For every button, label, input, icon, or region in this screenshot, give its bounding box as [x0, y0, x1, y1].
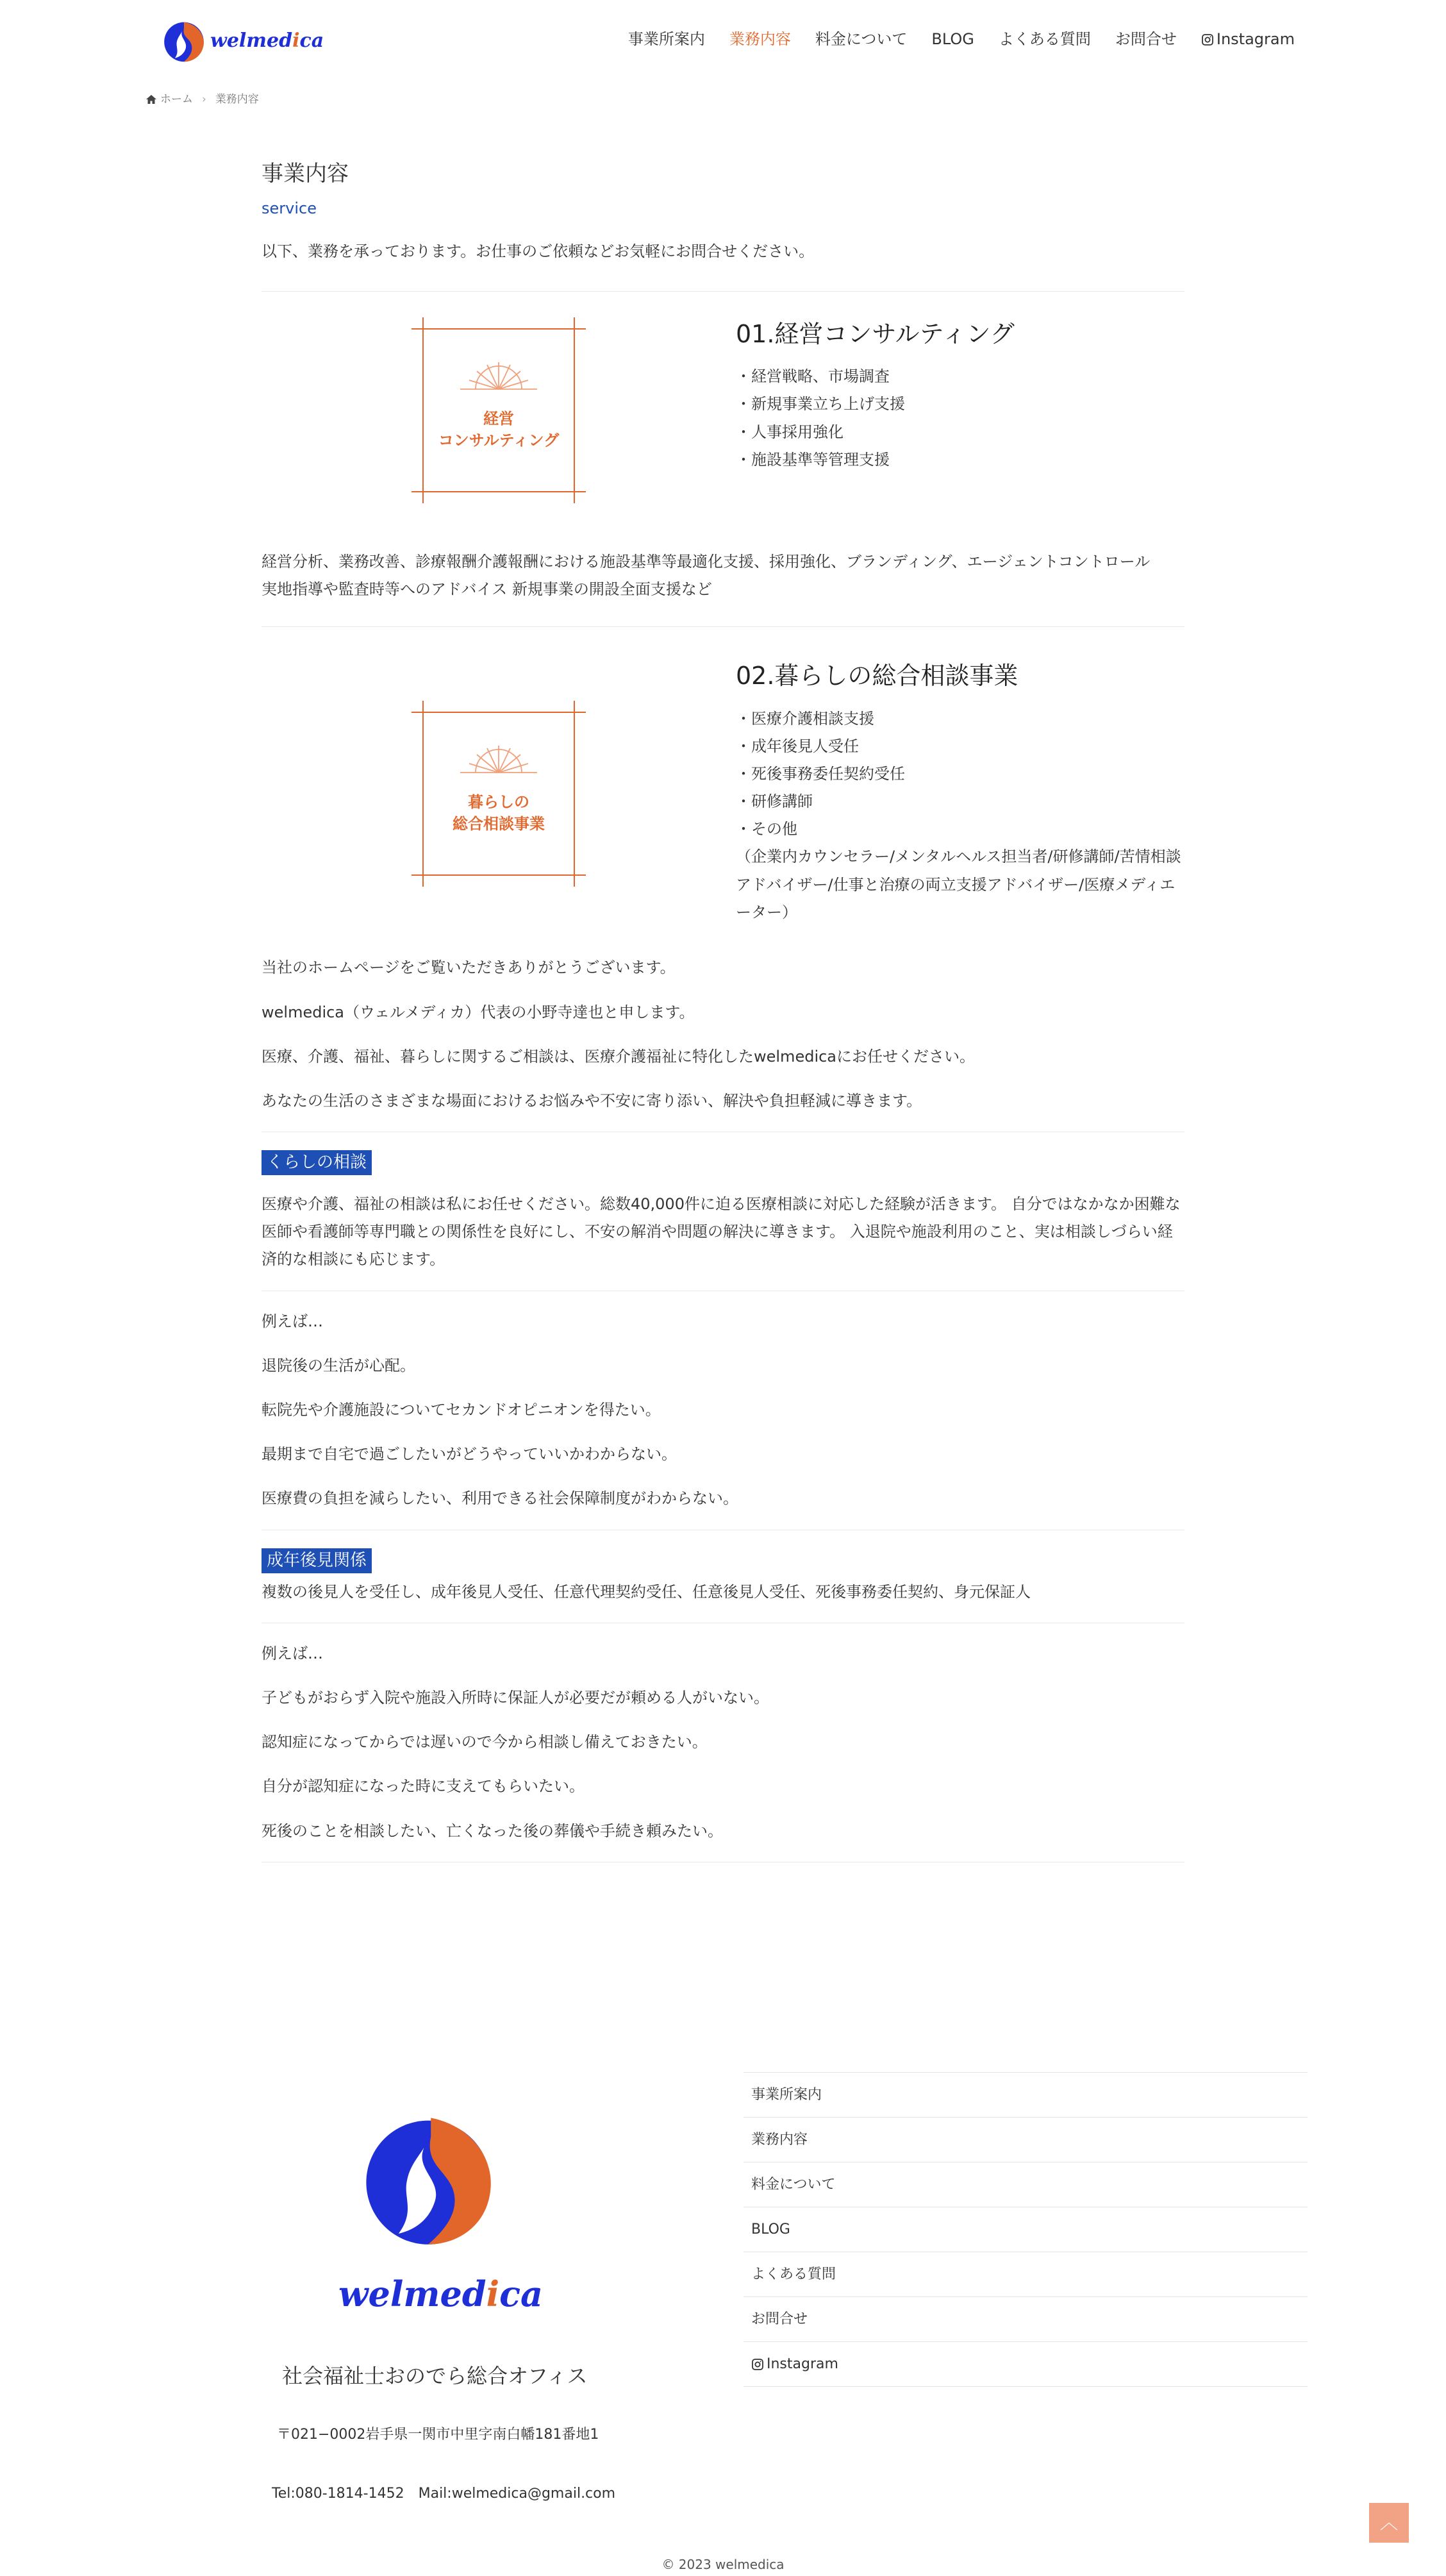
section-kurashi-text: 医療や介護、福祉の相談は私にお任せください。総数40,000件に迫る医療相談に対応した経験が活きます。 自分ではなかなか困難な医師や看護師等専門職との関係性を良好にし、不安の解消や問題の解決に導きます。 入退院や施設利用のこと、実は相談しづらい経済的な相談にも応じます。 — [262, 1195, 1181, 1269]
list-item: ・新規事業立ち上げ支援 — [736, 395, 905, 414]
footer-nav-instagram-label: Instagram — [767, 2355, 838, 2372]
service-consulting-info — [736, 317, 1184, 510]
nav-item-services[interactable]: 業務内容 — [729, 30, 791, 48]
main-content — [262, 159, 1184, 1862]
greeting-line: あなたの生活のさまざまな場面におけるお悩みや不安に寄り添い、解決や負担軽減に導きます。 — [262, 1091, 922, 1110]
service-life-consultation — [262, 659, 1184, 928]
nav-item-faq[interactable]: よくある質問 — [998, 30, 1091, 48]
footer-logo-wordmark: welmedica — [338, 2273, 543, 2315]
list-item: ・施設基準等管理支援 — [736, 450, 890, 469]
greeting-line: 医療、介護、福祉、暮らしに関するご相談は、医療介護福祉に特化したwelmedicaにお任せください。 — [262, 1047, 976, 1066]
breadcrumb-current: 業務内容 — [215, 93, 259, 106]
chevron-right-icon: › — [202, 93, 206, 106]
footer-contact: Tel:080-1814-1452 Mail:welmedica@gmail.com — [272, 2486, 616, 2502]
page-title: 事業内容 — [262, 161, 349, 187]
divider — [262, 626, 1184, 627]
list-item: ・その他 — [736, 820, 797, 839]
service-consulting-desc-line: 経営分析、業務改善、診療報酬介護報酬における施設基準等最適化支援、採用強化、ブランディング、エージェントコントロール — [262, 552, 1151, 571]
nav-item-pricing[interactable]: 料金について — [815, 30, 908, 48]
site-header — [0, 0, 1446, 83]
section-seinen — [262, 1547, 1184, 1845]
section-label-kurashi: くらしの相談 — [262, 1150, 372, 1175]
example-line: 退院後の生活が心配。 — [262, 1356, 415, 1375]
example-line: 認知症になってからでは遅いので今から相談し備えておきたい。 — [262, 1733, 708, 1752]
breadcrumb-home-label: ホーム — [160, 93, 193, 106]
service-consulting-title: 01.経営コンサルティング — [736, 319, 1015, 348]
service-consulting-image-text-2: コンサルティング — [438, 431, 560, 449]
list-item: ・成年後見人受任 — [736, 737, 859, 755]
logo-wordmark: welmedica — [210, 29, 324, 52]
service-life-list — [736, 705, 1184, 927]
greeting — [262, 954, 1184, 1115]
page-subtitle: service — [262, 199, 317, 217]
page-top-button[interactable] — [1369, 2503, 1409, 2543]
service-consulting — [262, 317, 1184, 510]
chevron-up-icon: ︿ — [1379, 2511, 1398, 2533]
service-life-image-text-2: 総合相談事業 — [453, 815, 545, 833]
greeting-line: 当社のホームページをご覧いただきありがとうございます。 — [262, 958, 676, 977]
footer-office-name: 社会福祉士おのでら総合オフィス — [282, 2364, 588, 2388]
example-line: 医療費の負担を減らしたい、利用できる社会保障制度がわからない。 — [262, 1489, 738, 1508]
list-item: （企業内カウンセラー/メンタルヘルス担当者/研修講師/苦情相談アドバイザー/仕事と治療の両立支援アドバイザー/医療メディエーター） — [736, 848, 1181, 921]
nav-item-instagram[interactable] — [1201, 26, 1295, 53]
example-line: 死後のことを相談したい、亡くなった後の葬儀や手続き頼みたい。 — [262, 1821, 723, 1840]
greeting-line: welmedica（ウェルメディカ）代表の小野寺達也と申します。 — [262, 1003, 695, 1021]
global-nav — [628, 26, 1295, 53]
section-label-seinen: 成年後見関係 — [262, 1548, 372, 1573]
section-kurashi — [262, 1149, 1184, 1513]
list-item: ・研修講師 — [736, 792, 813, 811]
nav-instagram-label: Instagram — [1216, 30, 1295, 48]
site-logo[interactable] — [162, 18, 324, 64]
nav-item-contact[interactable]: お問合せ — [1115, 30, 1177, 48]
footer-nav-blog[interactable]: BLOG — [744, 2207, 1308, 2252]
list-item: ・人事採用強化 — [736, 422, 844, 441]
service-consulting-image-text-1: 経営 — [483, 409, 514, 428]
footer-nav-pricing[interactable]: 料金について — [744, 2162, 1308, 2207]
footer-logo[interactable] — [338, 2109, 543, 2325]
breadcrumb-home[interactable] — [146, 90, 193, 110]
service-consulting-desc — [262, 548, 1184, 603]
footer-address: 〒021−0002岩手県一関市中里字南白幡181番地1 — [277, 2427, 599, 2443]
nav-item-office[interactable]: 事業所案内 — [627, 30, 705, 48]
list-item: ・経営戦略、市場調査 — [736, 367, 890, 386]
service-life-title: 02.暮らしの総合相談事業 — [736, 662, 1018, 690]
service-consulting-desc-line: 実地指導や監査時等へのアドバイス 新規事業の開設全面支援など — [262, 580, 712, 599]
example-line: 自分が認知症になった時に支えてもらいたい。 — [262, 1777, 585, 1796]
instagram-icon — [751, 2358, 764, 2371]
nav-item-blog[interactable]: BLOG — [931, 30, 974, 48]
list-item: ・死後事務委任契約受任 — [736, 764, 905, 783]
example-line: 例えば… — [262, 1312, 323, 1330]
breadcrumb — [146, 90, 259, 110]
page-intro: 以下、業務を承っております。お仕事のご依頼などお気軽にお問合せください。 — [262, 242, 815, 260]
footer-logo-mark-icon — [361, 2109, 495, 2250]
example-line: 転院先や介護施設についてセカンドオピニオンを得たい。 — [262, 1401, 661, 1419]
section-seinen-text: 複数の後見人を受任し、成年後見人受任、任意代理契約受任、任意後見人受任、死後事務委任契約、身元保証人 — [262, 1582, 1031, 1601]
footer-nav-instagram[interactable] — [744, 2342, 1308, 2387]
example-line: 例えば… — [262, 1644, 323, 1662]
divider — [262, 291, 1184, 292]
instagram-icon — [1201, 33, 1214, 46]
home-icon — [146, 95, 156, 104]
service-life-image — [262, 659, 736, 928]
example-line: 最期まで自宅で過ごしたいがどうやっていいかわからない。 — [262, 1445, 677, 1464]
footer-nav — [744, 2072, 1308, 2387]
footer-nav-services[interactable]: 業務内容 — [744, 2118, 1308, 2162]
footer-nav-contact[interactable]: お問合せ — [744, 2297, 1308, 2342]
copyright: © 2023 welmedica — [661, 2557, 785, 2572]
list-item: ・医療介護相談支援 — [736, 709, 874, 728]
example-line: 子どもがおらず入院や施設入所時に保証人が必要だが頼める人がいない。 — [262, 1688, 769, 1707]
footer-nav-office[interactable]: 事業所案内 — [744, 2073, 1308, 2118]
footer-nav-faq[interactable]: よくある質問 — [744, 2252, 1308, 2297]
service-life-image-text-1: 暮らしの — [468, 793, 529, 812]
service-consulting-list — [736, 363, 1184, 474]
service-life-info — [736, 659, 1184, 928]
logo-mark-icon — [162, 18, 206, 64]
service-consulting-image — [262, 317, 736, 510]
